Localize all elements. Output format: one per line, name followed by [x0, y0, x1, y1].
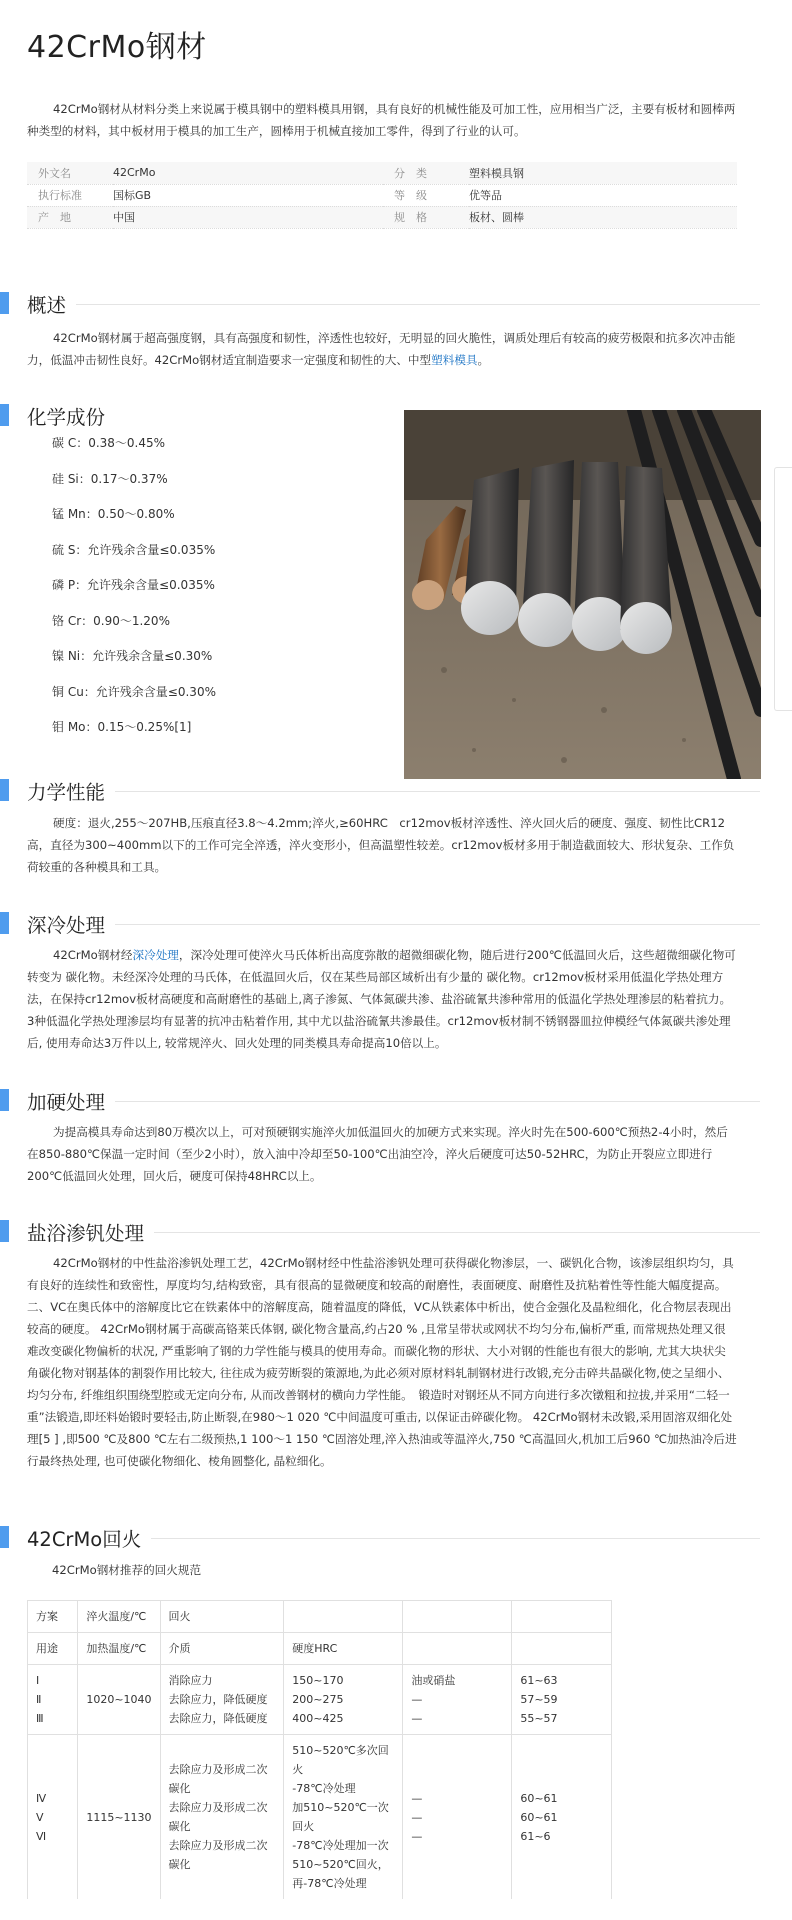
- table-cell: 去除应力及形成二次碳化 去除应力及形成二次碳化 去除应力及形成二次碳化: [160, 1735, 284, 1900]
- chemistry-item: 硅 Si：0.17～0.37%: [52, 471, 168, 486]
- plastic-mold-link[interactable]: 塑料模具: [431, 353, 478, 367]
- basic-info-table: [27, 162, 737, 229]
- salt-bath-paragraph: 42CrMo钢材的中性盐浴渗钒处理工艺，42CrMo钢材经中性盐浴渗钒处理可获得碳化物渗层，一、碳钒化合物，该渗层组织均匀，具有良好的连续性和致密性，厚度均匀,结构致密，具有很高的显微硬度和较高的耐磨性，表面硬度、耐磨性及抗粘着性等性能大幅度提高。二、VC在奥氏体中的溶解度比它在铁素体中的溶解度高，随着温度的降低，VC从铁素体中析出，使合金强化及晶粒细化，化合物层表现出较高的硬度。 42CrMo钢材属于高碳高铬莱氏体钢, 碳化物含量高,约占20 % ,且常呈带状或网状不均匀分布,偏析严重, 而常规热处理又很难改变碳化物偏析的状况, 严重影响了钢的力学性能与模具的使用寿命。而碳化物的形状、大小对钢的性能也有很大的影响, 尤其大块状尖角碳化物对钢基体的割裂作用比较大, 往往成为疲劳断裂的策源地,为此必须对原材料轧制钢材进行改锻,充分击碎共晶碳化物,使之呈细小、均匀分布, 纤维组织围绕型腔或无定向分布, 从而改善钢材的横向力学性能。 锻造时对钢坯从不同方向进行多次镦粗和拉拔,并采用“二轻一重”法锻造,即坯料始锻时要轻击,防止断裂,在980～1 020 ℃中间温度可重击, 以保证击碎碳化物。 42CrMo钢材未改锻,采用固溶双细化处理[5 ] ,即500 ℃及800 ℃左右二级预热,1 100～1 150 ℃固溶处理,淬入热油或等温淬火,750 ℃高温回火,机加工后960 ℃加热油冷后进行最终热处理, 也可使碳化物细化、棱角圆整化, 晶粒细化。: [27, 1256, 737, 1468]
- table-cell: [403, 1601, 512, 1633]
- cryogenic-paragraph: 42CrMo钢材经深冷处理，深冷处理可使淬火马氏体析出高度弥散的超微细碳化物，随后进行200℃低温回火后，这些超微细碳化物可转变为 碳化物。未经深冷处理的马氏体，在低温回火后，仅在某些局部区域析出有少量的 碳化物。cr12mov板材采用低温化学热处理方法，在保持cr12mov板材高硬度和高耐磨性的基础上,离子渗氮、气体氮碳共渗、盐浴硫氰共渗种常用的低温化学热处理渗层的粘着抗力。3种低温化学热处理渗层均有显著的抗冲击粘着作用, 其中尤以盐浴硫氰共渗最佳。cr12mov板材制不锈钢器皿拉伸模经气体氮碳共渗处理后, 使用寿命达3万件以上, 较常规淬火、回火处理的同类模具寿命提高10倍以上。: [27, 948, 736, 1050]
- table-cell: 61~63 57~59 55~57: [512, 1665, 612, 1735]
- section-title: 力学性能: [27, 777, 115, 805]
- section-marker: [0, 292, 9, 314]
- chemistry-item: 碳 C：0.38～0.45%: [52, 436, 166, 450]
- info-key: 产 地: [27, 206, 113, 228]
- chemistry-list: [52, 434, 372, 754]
- chemistry-item: 磷 P：允许残余含量≤0.035%: [52, 578, 215, 592]
- overview-paragraph: 42CrMo钢材属于超高强度钢，具有高强度和韧性，淬透性也较好，无明显的回火脆性，调质处理后有较高的疲劳极限和抗多次冲击能力，低温冲击韧性良好。42CrMo钢材适宜制造要求一定强度和韧性的大、中型塑料模具。: [27, 331, 736, 367]
- tempering-table: [27, 1600, 612, 1899]
- table-cell: 510~520℃多次回火 -78℃冷处理 加510~520℃一次回火 -78℃冷处理加一次510~520℃回火，再-78℃冷处理: [284, 1735, 403, 1900]
- section-marker: [0, 912, 9, 934]
- section-heading-chemistry: [0, 402, 390, 428]
- section-marker: [0, 404, 9, 426]
- table-cell: [512, 1633, 612, 1665]
- table-cell: [403, 1633, 512, 1665]
- info-row: [27, 162, 737, 184]
- chemistry-item: 锰 Mn：0.50～0.80%: [52, 507, 175, 521]
- info-key: 等 级: [383, 184, 469, 206]
- chemistry-item: 铜 Cu：允许残余含量≤0.30%: [52, 684, 216, 699]
- chemistry-item: 铬 Cr：0.90～1.20%: [52, 613, 170, 628]
- info-value: 国标GB: [113, 184, 383, 206]
- table-row: [28, 1735, 612, 1900]
- table-cell: 硬度HRC: [284, 1633, 403, 1665]
- table-cell: 油或硝盐 — —: [403, 1665, 512, 1735]
- info-key: 规 格: [383, 206, 469, 228]
- section-heading-cryogenic: [0, 910, 760, 936]
- section-title: 化学成份: [27, 402, 115, 430]
- section-heading-salt-bath: [0, 1218, 760, 1244]
- info-row: [27, 184, 737, 206]
- cryogenic-treatment-link[interactable]: 深冷处理: [132, 948, 179, 962]
- section-heading-mechanical: [0, 777, 760, 803]
- section-title: 加硬处理: [27, 1087, 115, 1115]
- section-title: 概述: [27, 290, 76, 318]
- table-cell: 回火: [160, 1601, 284, 1633]
- mechanical-paragraph: 硬度：退火,255～207HB,压痕直径3.8～4.2mm;淬火,≥60HRC cr12mov板材淬透性、淬火回火后的硬度、强度、韧性比CR12高，直径为300~400mm以下的工作可完全淬透，淬火变形小，但高温塑性较差。cr12mov板材多用于制造截面较大、形状复杂、工作负荷较重的各种模具和工具。: [27, 816, 735, 874]
- section-marker: [0, 779, 9, 801]
- section-marker: [0, 1089, 9, 1111]
- info-value: 中国: [113, 206, 383, 228]
- table-header-row: [28, 1633, 612, 1665]
- section-marker: [0, 1526, 9, 1548]
- info-value: 优等品: [469, 184, 737, 206]
- table-cell: 加热温度/℃: [78, 1633, 160, 1665]
- section-title: 盐浴渗钒处理: [27, 1218, 154, 1246]
- section-heading-hardening: [0, 1087, 760, 1113]
- table-cell: Ⅳ Ⅴ Ⅵ: [28, 1735, 78, 1900]
- info-key: 执行标准: [27, 184, 113, 206]
- table-cell: 150~170 200~275 400~425: [284, 1665, 403, 1735]
- info-value: 42CrMo: [113, 162, 383, 184]
- table-cell: 淬火温度/℃: [78, 1601, 160, 1633]
- table-cell: 60~61 60~61 61~6: [512, 1735, 612, 1900]
- chemistry-item: 硫 S：允许残余含量≤0.035%: [52, 542, 216, 557]
- section-heading-tempering: [0, 1524, 760, 1550]
- chemistry-item: 镍 Ni：允许残余含量≤0.30%: [52, 649, 213, 663]
- info-key: 外文名: [27, 162, 113, 184]
- hardening-paragraph: 为提高模具寿命达到80万模次以上，可对预硬钢实施淬火加低温回火的加硬方式来实现。淬火时先在500-600℃预热2-4小时，然后在850-880℃保温一定时间（至少2小时），放入油中冷却至50-100℃出油空冷，淬火后硬度可达50-52HRC，为防止开裂应立即进行200℃低温回火处理，回火后，硬度可保持48HRC以上。: [27, 1125, 728, 1183]
- table-cell: [284, 1601, 403, 1633]
- table-header-row: [28, 1601, 612, 1633]
- table-cell: 1020~1040: [78, 1665, 160, 1735]
- table-cell: — — —: [403, 1735, 512, 1900]
- steel-bars-photo[interactable]: [404, 410, 761, 779]
- page-title: 42CrMo钢材: [27, 30, 207, 65]
- intro-paragraph: 42CrMo钢材从材料分类上来说属于模具钢中的塑料模具用钢，具有良好的机械性能及可加工性，应用相当广泛，主要有板材和圆棒两种类型的材料，其中板材用于模具的加工生产，圆棒用于机械直接加工零件，得到了行业的认可。: [27, 102, 736, 138]
- info-row: [27, 206, 737, 228]
- table-cell: 介质: [160, 1633, 284, 1665]
- tempering-caption: 42CrMo钢材推荐的回火规范: [52, 1563, 202, 1577]
- table-cell: [512, 1601, 612, 1633]
- table-cell: Ⅰ Ⅱ Ⅲ: [28, 1665, 78, 1735]
- info-value: 塑料模具钢: [469, 162, 737, 184]
- info-value: 板材、圆棒: [469, 206, 737, 228]
- section-title: 42CrMo回火: [27, 1524, 151, 1552]
- table-row: [28, 1665, 612, 1735]
- table-cell: 1115~1130: [78, 1735, 160, 1900]
- side-panel-tab[interactable]: [774, 467, 792, 711]
- table-cell: 消除应力 去除应力，降低硬度 去除应力，降低硬度: [160, 1665, 284, 1735]
- table-cell: 用途: [28, 1633, 78, 1665]
- table-cell: 方案: [28, 1601, 78, 1633]
- section-marker: [0, 1220, 9, 1242]
- section-heading-overview: [0, 290, 760, 316]
- section-title: 深冷处理: [27, 910, 115, 938]
- info-key: 分 类: [383, 162, 469, 184]
- chemistry-item: 钼 Mo：0.15～0.25%[1]: [52, 720, 192, 734]
